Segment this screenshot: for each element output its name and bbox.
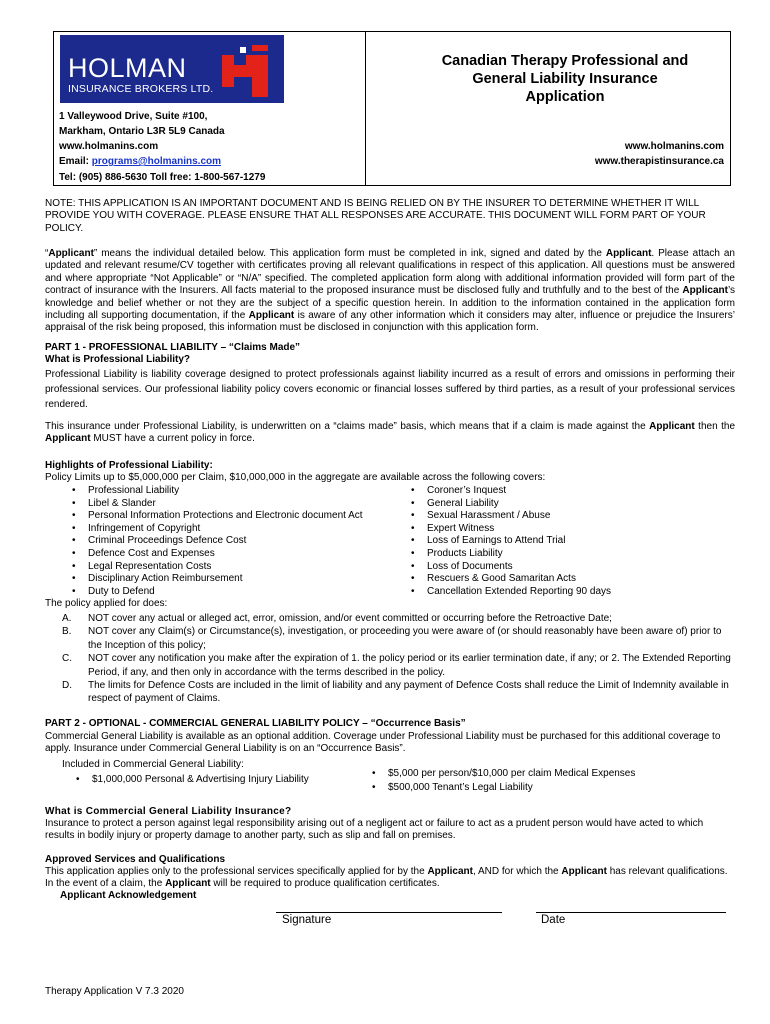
list-item: • $5,000 per person/$10,000 per claim Medical Expenses <box>368 767 708 781</box>
list-item: • Coroner’s Inquest <box>407 485 727 498</box>
logo-name: HOLMAN <box>68 53 187 83</box>
address-website: www.holmanins.com <box>59 141 159 152</box>
address-line-2: Markham, Ontario L3R 5L9 Canada <box>59 126 225 137</box>
list-item: • Duty to Defend <box>68 586 388 599</box>
list-item: • Cancellation Extended Reporting 90 days <box>407 586 727 599</box>
included-label: Included in Commercial General Liability: <box>62 759 244 770</box>
covers-left-list <box>68 485 388 598</box>
highlights-heading: Highlights of Professional Liability: <box>45 460 213 471</box>
part1-heading: PART 1 - PROFESSIONAL LIABILITY – “Claims Made” <box>45 342 301 353</box>
list-item: • Criminal Proceedings Defence Cost <box>68 535 388 548</box>
included-right-list <box>368 767 708 795</box>
list-item: • Libel & Slander <box>68 498 388 511</box>
policy-limits: Policy Limits up to $5,000,000 per Claim, $10,000,000 in the aggregate are available across the following covers: <box>45 472 546 483</box>
company-logo <box>60 35 284 103</box>
part1-description: Professional Liability is liability coverage designed to protect professionals against liability incurred as a result of errors and omissions in performing their professional services. Our professional liability policy covers economic or financial losses suffered by third parties, as a result of your professional services rendered. <box>45 369 735 411</box>
condition-a: A. NOT cover any actual or alleged act, error, omission, and/or event committed or occurring before the Retroactive Date; <box>62 613 612 624</box>
list-item: • General Liability <box>407 498 727 511</box>
email-link[interactable]: programs@holmanins.com <box>91 156 222 167</box>
website-2[interactable]: www.therapistinsurance.ca <box>594 156 724 167</box>
claims-made-paragraph: This insurance under Professional Liability, is underwritten on a “claims made” basis, which means that if a claim is made against the Applicant then the Applicant MUST have a current policy in force. <box>45 421 736 445</box>
email-label: Email: <box>59 156 92 167</box>
condition-c: C. NOT cover any notification you make after the expiration of 1. the policy period or its earlier termination date, if any; or 2. The Extended Reporting Period, if any, and then only in accordance with the terms described in the policy. <box>62 653 731 678</box>
cgl-question: What is Commercial General Liability Insurance? <box>45 806 292 817</box>
covers-right-list <box>407 485 727 598</box>
page-title <box>420 52 710 106</box>
important-note: NOTE: THIS APPLICATION IS AN IMPORTANT DOCUMENT AND IS BEING RELIED ON BY THE INSURER TO DETERMINE WHETHER IT WILL PROVIDE YOU WITH COVERAGE. PLEASE ENSURE THAT ALL RESPONSES ARE ACCURATE. THIS DOCUMENT WILL FORM PART OF YOUR POLICY. <box>45 198 706 234</box>
cgl-answer: Insurance to protect a person against legal responsibility arising out of a negligent act or failure to act as a prudent person would have acted to which results in bodily injury or property damage to another party, such as slip and fall on premises. <box>45 818 704 842</box>
condition-d: D. The limits for Defence Costs are included in the limit of liability and any payment of Defence Costs shall reduce the Limit of Indemnity available in respect of payment of Claims. <box>62 680 729 705</box>
list-item: • Personal Information Protections and Electronic document Act <box>68 510 388 523</box>
part1-question: What is Professional Liability? <box>45 354 191 365</box>
list-item: • Legal Representation Costs <box>68 561 388 574</box>
approved-paragraph: This application applies only to the professional services specifically applied for by the Applicant, AND for which the Applicant has relevant qualifications. In the event of a claim, the Applicant will be required to produce qualification certificates. <box>45 866 728 890</box>
part2-heading: PART 2 - OPTIONAL - COMMERCIAL GENERAL LIABILITY POLICY – “Occurrence Basis” <box>45 718 466 729</box>
list-item: • $500,000 Tenant’s Legal Liability <box>368 781 708 795</box>
policy-conditions <box>62 612 732 706</box>
footer-version: Therapy Application V 7.3 2020 <box>45 986 184 997</box>
logo-mark-icon <box>222 45 268 97</box>
list-item: • Expert Witness <box>407 523 727 536</box>
date-label: Date <box>541 914 566 926</box>
signature-line[interactable] <box>276 912 502 913</box>
address-line-1: 1 Valleywood Drive, Suite #100, <box>59 111 208 122</box>
list-item: • Loss of Earnings to Attend Trial <box>407 535 727 548</box>
address-email-row <box>59 156 221 167</box>
date-line[interactable] <box>536 912 726 913</box>
title-line-3: Application <box>525 89 605 105</box>
title-line-2: General Liability Insurance <box>472 71 658 87</box>
logo-subtitle: INSURANCE BROKERS LTD. <box>68 83 214 95</box>
list-item: • Loss of Documents <box>407 561 727 574</box>
included-left-list <box>72 774 362 787</box>
list-item: • $1,000,000 Personal & Advertising Injury Liability <box>72 774 362 787</box>
signature-label: Signature <box>282 914 332 926</box>
website-1[interactable]: www.holmanins.com <box>624 141 724 152</box>
list-item: • Professional Liability <box>68 485 388 498</box>
header-divider <box>365 31 366 186</box>
list-item: • Products Liability <box>407 548 727 561</box>
list-item: • Infringement of Copyright <box>68 523 388 536</box>
list-item: • Rescuers & Good Samaritan Acts <box>407 573 727 586</box>
list-item: • Disciplinary Action Reimbursement <box>68 573 388 586</box>
list-item: • Defence Cost and Expenses <box>68 548 388 561</box>
part2-description: Commercial General Liability is available as an optional addition. Coverage under Professional Liability must be purchased for this additional coverage to apply. Insurance under Commercial General Liability is on an “Occurrence Basis”. <box>45 731 721 755</box>
address-phone: Tel: (905) 886-5630 Toll free: 1-800-567-1279 <box>59 172 266 183</box>
approved-heading: Approved Services and Qualifications <box>45 854 226 865</box>
acknowledgement-heading: Applicant Acknowledgement <box>60 890 197 901</box>
applicant-definition: “Applicant” means the individual detailed below. This application form must be completed in ink, signed and dated by the Applicant. Please attach an updated and relevant resume/CV together with certificates proving all relevant qualifications in respect of this application. All questions must be answered and where appropriate “Not Applicable” or “N/A” specified. The completed application form along with additional information provided will form part of the contract of insurance with the Insurers. All facts material to the proposed insurance must be disclosed fully and truthfully and to the best of the Applicant’s knowledge and belief whether or not they are the subject of a specific question herein. In addition to the information contained in the application form including all supporting documentation, if the Applicant is aware of any other information which it considers may alter, influence or prejudice the Insurers’ appraisal of the risk being proposed, this information must be disclosed in conjunction with this application form. <box>45 248 735 334</box>
list-item: • Sexual Harassment / Abuse <box>407 510 727 523</box>
policy-applied-intro: The policy applied for does: <box>45 598 168 609</box>
title-line-1: Canadian Therapy Professional and <box>441 53 689 69</box>
condition-b: B. NOT cover any Claim(s) or Circumstance(s), investigation, or proceeding you were aware of (or should reasonably have been aware of) prior to the Inception of this policy; <box>62 626 722 651</box>
